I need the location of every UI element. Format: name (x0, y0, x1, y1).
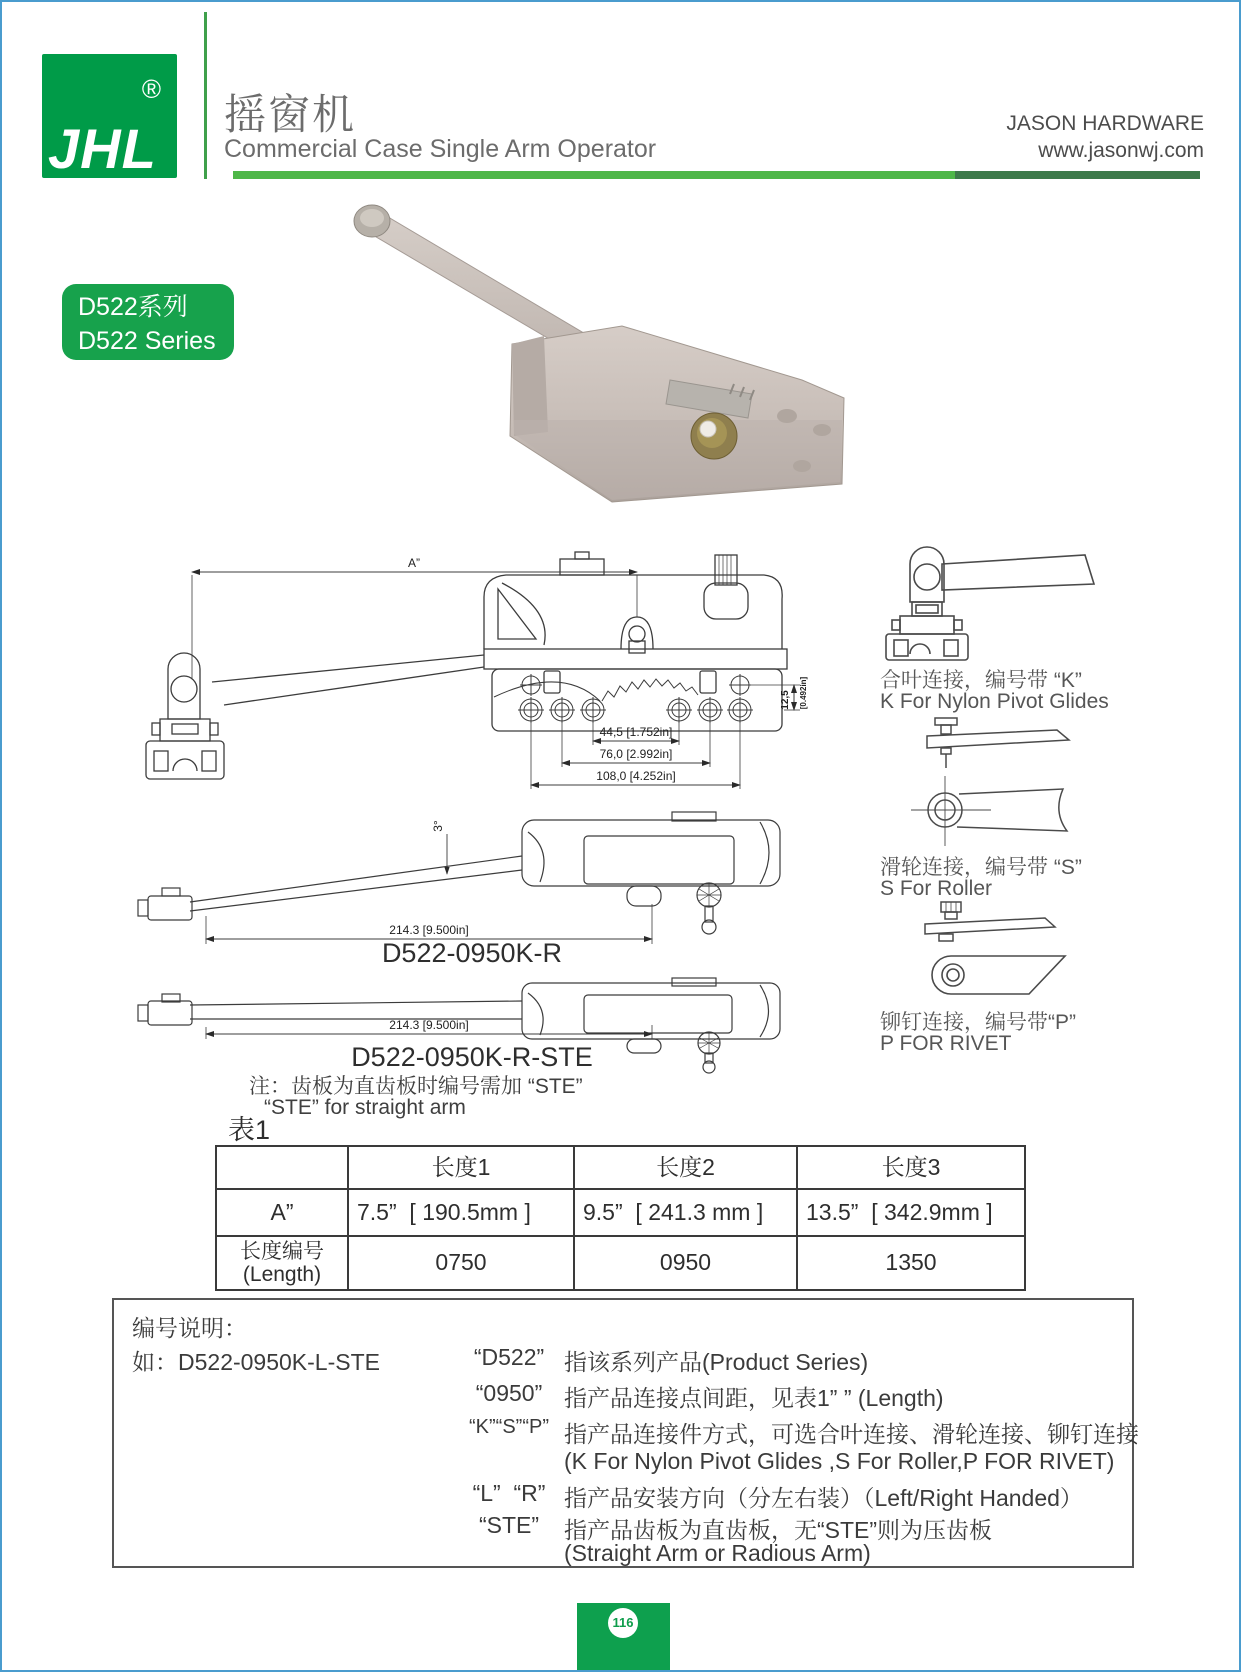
legend-code-ste: “STE” (478, 1512, 540, 1538)
technical-drawing-top-view (132, 517, 812, 792)
connector-s-caption-en: S For Roller (880, 877, 993, 900)
model-label-d522-0950k-r-ste: D522-0950K-R-STE (351, 1042, 593, 1072)
angle-label: 3° (431, 820, 445, 832)
company-name: JASON HARDWARE (1006, 112, 1204, 135)
legend-desc-lr: 指产品安装方向（分左右装）（Left/Right Handed） (564, 1485, 1083, 1511)
legend-example: 如：D522-0950K-L-STE (132, 1349, 380, 1375)
table-row-len-label (217, 1237, 349, 1289)
connector-s-caption-zh: 滑轮连接，编号带 “S” (880, 856, 1082, 879)
rivet-top-icon (907, 946, 1077, 1006)
table-row-len-v2: 0950 (575, 1237, 798, 1289)
model-label-d522-0950k-r: D522-0950K-R (381, 938, 563, 968)
jhl-logo-text: JHL (48, 117, 157, 180)
length-table (215, 1145, 1026, 1291)
legend-desc-ste: 指产品齿板为直齿板，无“STE”则为压齿板 (564, 1517, 993, 1543)
legend-desc-0950: 指产品连接点间距，见表1” ” (Length) (564, 1385, 944, 1411)
pivot-glide-icon (872, 550, 1102, 662)
series-badge-zh: D522系列 (78, 293, 188, 321)
dim-label-76-0: 76,0 [2.992in] (599, 747, 673, 761)
connector-k-caption-zh: 合叶连接，编号带 “K” (880, 669, 1082, 692)
header-rule-light (233, 171, 955, 179)
dim-label-a: A” (408, 556, 420, 570)
legend-code-0950: “0950” (475, 1380, 543, 1406)
table-caption: 表1 (228, 1115, 271, 1145)
registered-trademark-icon: ® (141, 74, 161, 104)
dim-label-108-0: 108,0 [4.252in] (596, 769, 676, 783)
table-row-len-v1: 0750 (349, 1237, 575, 1289)
note-zh: 注：齿板为直齿板时编号需加 “STE” (249, 1075, 583, 1098)
legend-title: 编号说明： (132, 1315, 247, 1341)
rivet-side-icon (907, 900, 1067, 944)
table-row-len-v3: 1350 (885, 1249, 937, 1276)
legend-desc-ksp: 指产品连接件方式，可选合叶连接、滑轮连接、铆钉连接 (564, 1421, 1139, 1447)
legend-desc-ksp-en: (K For Nylon Pivot Glides ,S For Roller,P FOR RIVET) (564, 1448, 1115, 1474)
legend-desc-d522: 指该系列产品(Product Series) (564, 1349, 869, 1375)
series-badge-en: D522 Series (78, 327, 216, 355)
dim-label-44-5: 44,5 [1.752in] (599, 725, 673, 739)
dim-label-214-3: 214.3 [9.500in] (389, 923, 469, 937)
legend-desc-ste-en: (Straight Arm or Radious Arm) (564, 1540, 871, 1566)
note-en: “STE” for straight arm (264, 1096, 466, 1119)
roller-top-icon (907, 774, 1097, 848)
table-header-blank (217, 1147, 349, 1190)
page-title-zh: 摇窗机 (224, 91, 357, 138)
jhl-logo (42, 54, 177, 178)
connector-p-caption-en: P FOR RIVET (880, 1032, 1012, 1055)
header-divider (204, 12, 207, 179)
roller-side-icon (907, 716, 1087, 772)
table-header-length2: 长度2 (575, 1147, 798, 1190)
page-title-en: Commercial Case Single Arm Operator (224, 135, 657, 163)
table-row-a-v2: 9.5” [ 241.3 mm ] (575, 1190, 798, 1237)
dim-label-214-3-ste: 214.3 [9.500in] (389, 1018, 469, 1032)
header-rule-dark (955, 171, 1200, 179)
table-row-a-label: A” (217, 1190, 349, 1237)
table-row-len-label-en: (Length) (242, 1263, 322, 1286)
dim-label-12-5: 12,5 (780, 690, 791, 710)
table-row-a-v3: 13.5” [ 342.9mm ] (798, 1190, 1024, 1237)
series-badge (62, 284, 234, 360)
company-website: www.jasonwj.com (1038, 139, 1204, 162)
legend-code-ksp: “K”“S”“P” (469, 1416, 549, 1438)
legend-code-d522: “D522” (473, 1344, 545, 1370)
dim-label-12-5-in: [0.492in] (799, 676, 808, 710)
table-header-length1: 长度1 (349, 1147, 575, 1190)
product-photo (282, 184, 882, 509)
table-row-len-label-zh: 长度编号 (240, 1239, 324, 1263)
connector-k-caption-en: K For Nylon Pivot Glides (880, 690, 1109, 713)
numbering-legend (112, 1298, 1139, 1568)
connector-p-caption-zh: 铆钉连接，编号带“P” (880, 1011, 1076, 1034)
table-header-length3: 长度3 (798, 1147, 1024, 1190)
table-row-a-v1: 7.5” [ 190.5mm ] (349, 1190, 575, 1237)
page-number: 116 (608, 1608, 638, 1638)
legend-code-lr: “L” “R” (472, 1480, 546, 1506)
